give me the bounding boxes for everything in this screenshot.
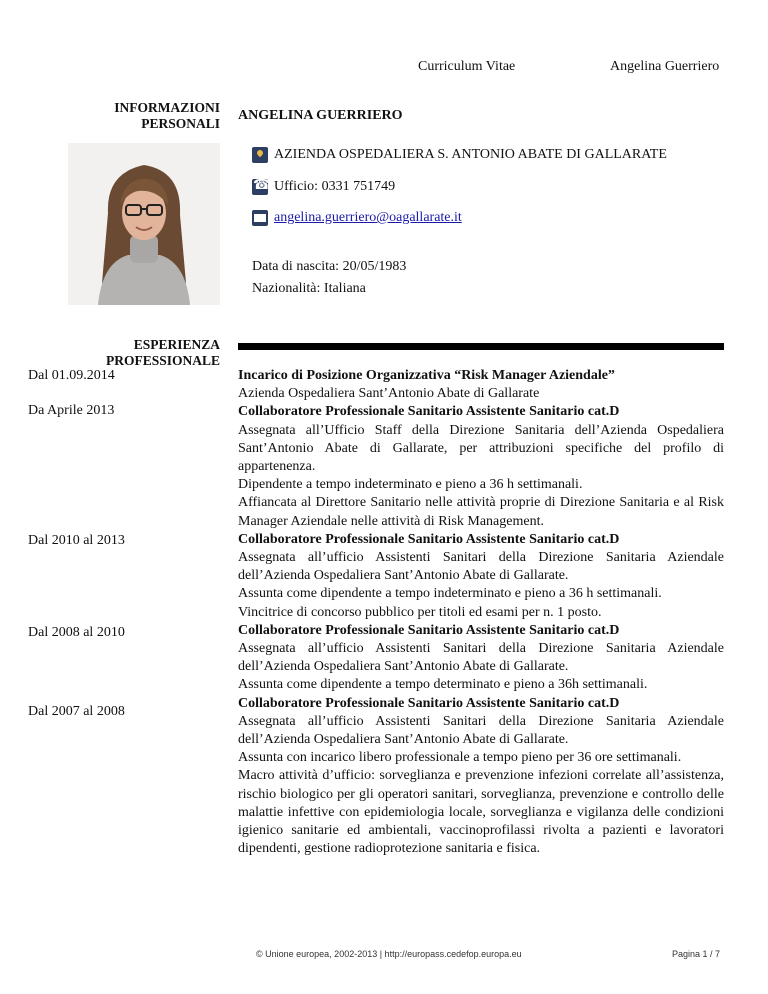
experience-line: Assunta come dipendente a tempo indeterminato e pieno a 36 h settimanali. (238, 586, 662, 602)
experience-line: Azienda Ospedaliera Sant’Antonio Abate di Gallarate (238, 386, 540, 402)
address-text: AZIENDA OSPEDALIERA S. ANTONIO ABATE DI GALLARATE (274, 147, 667, 162)
person-name: ANGELINA GUERRIERO (238, 108, 403, 123)
experience-date: Dal 01.09.2014 (28, 368, 115, 383)
experience-date: Dal 2007 al 2008 (28, 704, 125, 719)
experience-line: Macro attività d’ufficio: sorveglianza e prevenzione infezioni correlate all’assistenza, rischio biologico per gli operatori sanitari, sorveglianza, prevenzione e controllo delle malattie infettive con epidemiologia locale, sorveglianza e vigilanza delle condizioni igienico sanitarie ed ambientali, vaccinoprofilassi rivolta a pazienti e lavoratori dipendenti, gestione radioprotezione sanitaria e fisica. (238, 768, 724, 857)
address-row (252, 147, 667, 163)
header-person-name: Angelina Guerriero (610, 59, 720, 74)
experience-line: Affiancata al Direttore Sanitario nelle attività proprie di Direzione Sanitaria e al Risk Manager Aziendale nelle attività di Risk Management. (238, 495, 724, 529)
experience-line: Assegnata all’Ufficio Staff della Direzione Sanitaria dell’Azienda Ospedaliera Sant’Antonio Abate di Gallarate, per attribuzioni specifiche del profilo di appartenenza. (238, 422, 724, 475)
doc-title: Curriculum Vitae (418, 59, 516, 74)
phone-icon (252, 179, 268, 195)
footer-copyright: © Unione europea, 2002-2013 | http://europass.cedefop.europa.eu (256, 949, 522, 959)
profile-photo (68, 143, 220, 305)
experience-line: Dipendente a tempo indeterminato e pieno a 36 h settimanali. (238, 477, 583, 493)
experience-line: Collaboratore Professionale Sanitario Assistente Sanitario cat.D (238, 622, 620, 638)
experience-date: Dal 2010 al 2013 (28, 533, 125, 548)
phone-row (252, 179, 395, 195)
section-divider-bar (238, 343, 724, 350)
experience-date: Dal 2008 al 2010 (28, 625, 125, 640)
experience-line: Collaboratore Professionale Sanitario Assistente Sanitario cat.D (238, 531, 620, 547)
section-label-personal: INFORMAZIONI PERSONALI (114, 100, 220, 131)
phone-text: Ufficio: 0331 751749 (274, 179, 396, 194)
experience-line: Assegnata all’ufficio Assistenti Sanitari della Direzione Sanitaria Aziendale dell’Azienda Ospedaliera Sant’Antonio Abate di Gallarate. (238, 713, 724, 748)
location-pin-icon (252, 147, 268, 163)
email-icon (252, 210, 268, 226)
experience-line: Assegnata all’ufficio Assistenti Sanitari della Direzione Sanitaria Aziendale dell’Azienda Ospedaliera Sant’Antonio Abate di Gallarate. (238, 641, 724, 675)
experience-line: Incarico di Posizione Organizzativa “Risk Manager Aziendale” (238, 368, 615, 383)
birth-date: Data di nascita: 20/05/1983 (252, 259, 407, 274)
experience-line: Vincitrice di concorso pubblico per titoli ed esami per n. 1 posto. (238, 604, 602, 620)
experience-line: Collaboratore Professionale Sanitario Assistente Sanitario cat.D (238, 404, 620, 420)
email-link[interactable]: angelina.guerriero@oagallarate.it (274, 210, 462, 225)
experience-body (238, 367, 724, 858)
email-row (252, 210, 462, 226)
page-number: Pagina 1 / 7 (672, 949, 721, 959)
experience-date: Da Aprile 2013 (28, 403, 115, 418)
experience-line: Assegnata all’ufficio Assistenti Sanitari della Direzione Sanitaria Aziendale dell’Azienda Ospedaliera Sant’Antonio Abate di Gallarate. (238, 550, 724, 584)
nationality: Nazionalità: Italiana (252, 281, 366, 296)
experience-line: Assunta come dipendente a tempo determinato e pieno a 36h settimanali. (238, 677, 648, 693)
personal-details (252, 256, 406, 300)
experience-line: Assunta con incarico libero professionale a tempo pieno per 36 ore settimanali. (238, 750, 682, 766)
section-label-experience: ESPERIENZA PROFESSIONALE (105, 337, 220, 368)
experience-line: Collaboratore Professionale Sanitario Assistente Sanitario cat.D (238, 695, 620, 711)
